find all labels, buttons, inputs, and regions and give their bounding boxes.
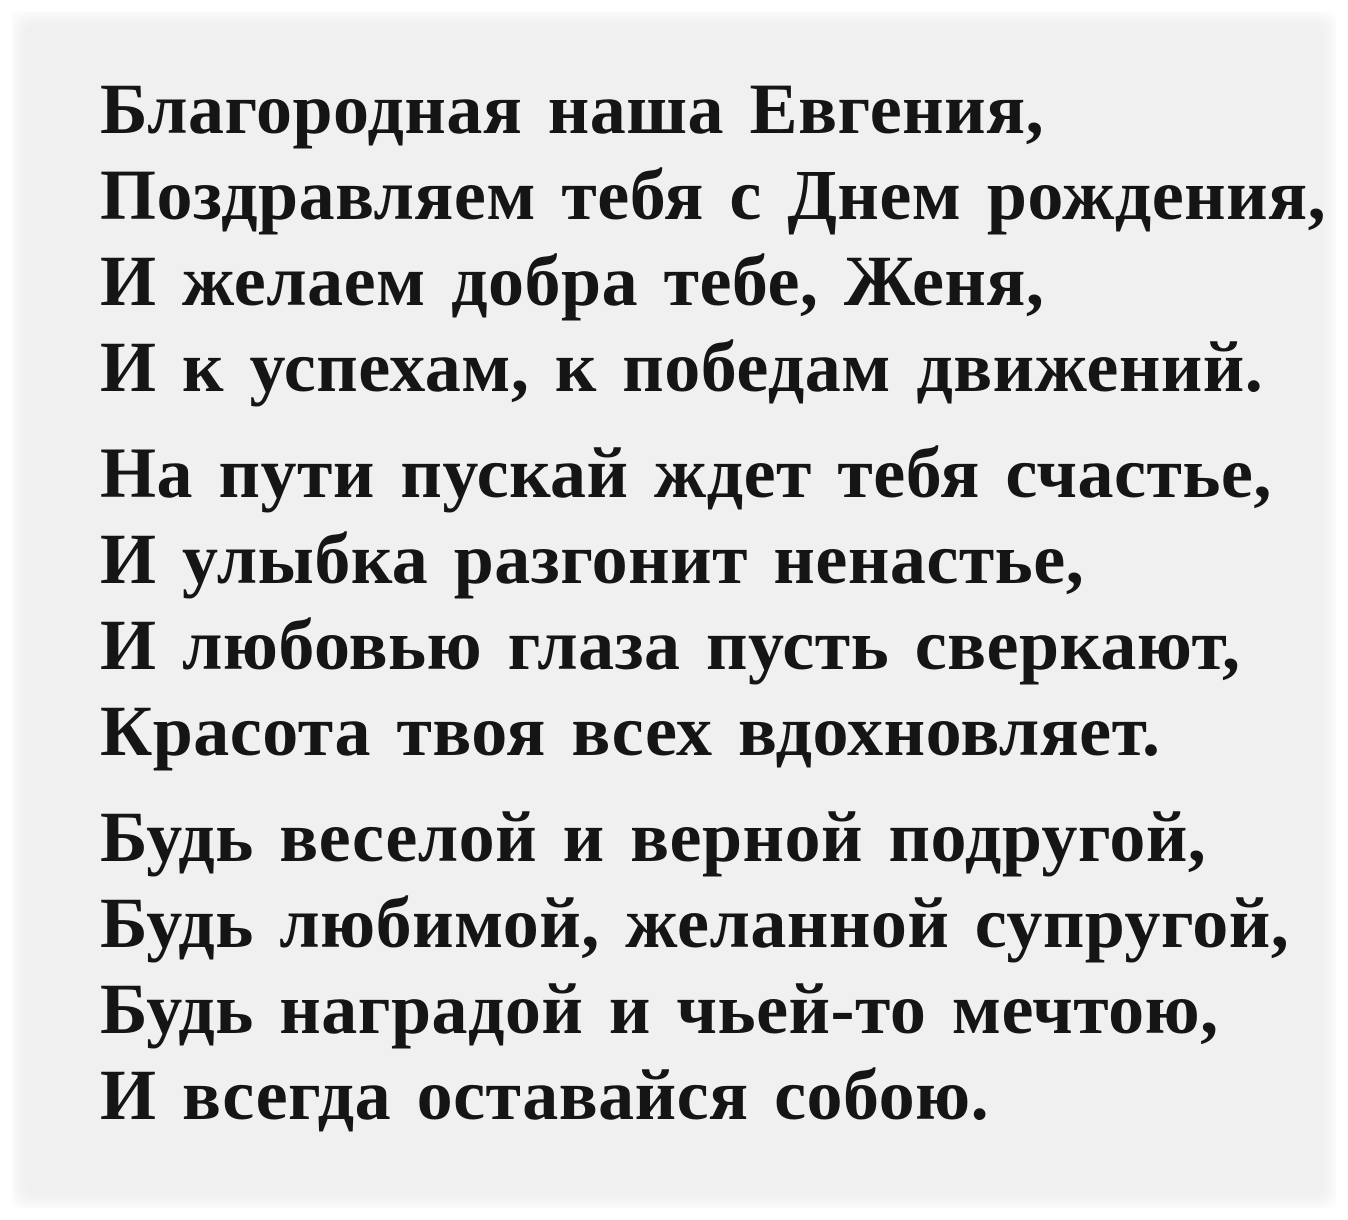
poem-line: И улыбка разгонит ненастье, xyxy=(100,519,1085,599)
poem-stanza-3 xyxy=(100,794,1318,1138)
poem-line: И к успехам, к победам движений. xyxy=(100,327,1264,407)
poem-stanza-1 xyxy=(100,66,1327,410)
poem-line: И желаем добра тебе, Женя, xyxy=(100,241,1045,321)
poem-line: На пути пускай ждет тебя счастье, xyxy=(100,433,1272,513)
poem-line: И любовью глаза пусть сверкают, xyxy=(100,605,1241,685)
poem-line: Красота твоя всех вдохновляет. xyxy=(100,691,1161,771)
poem-line: Будь наградой и чьей-то мечтою, xyxy=(100,969,1219,1049)
poem-line: И всегда оставайся собою. xyxy=(100,1055,990,1135)
poem-stanza-2 xyxy=(100,430,1318,774)
poem-line: Будь любимой, желанной супругой, xyxy=(100,883,1290,963)
poem-line: Поздравляем тебя с Днем рождения, xyxy=(100,155,1327,235)
poem-line: Благородная наша Евгения, xyxy=(100,69,1045,149)
poem-line: Будь веселой и верной подругой, xyxy=(100,797,1207,877)
poem-text xyxy=(100,66,1327,1138)
